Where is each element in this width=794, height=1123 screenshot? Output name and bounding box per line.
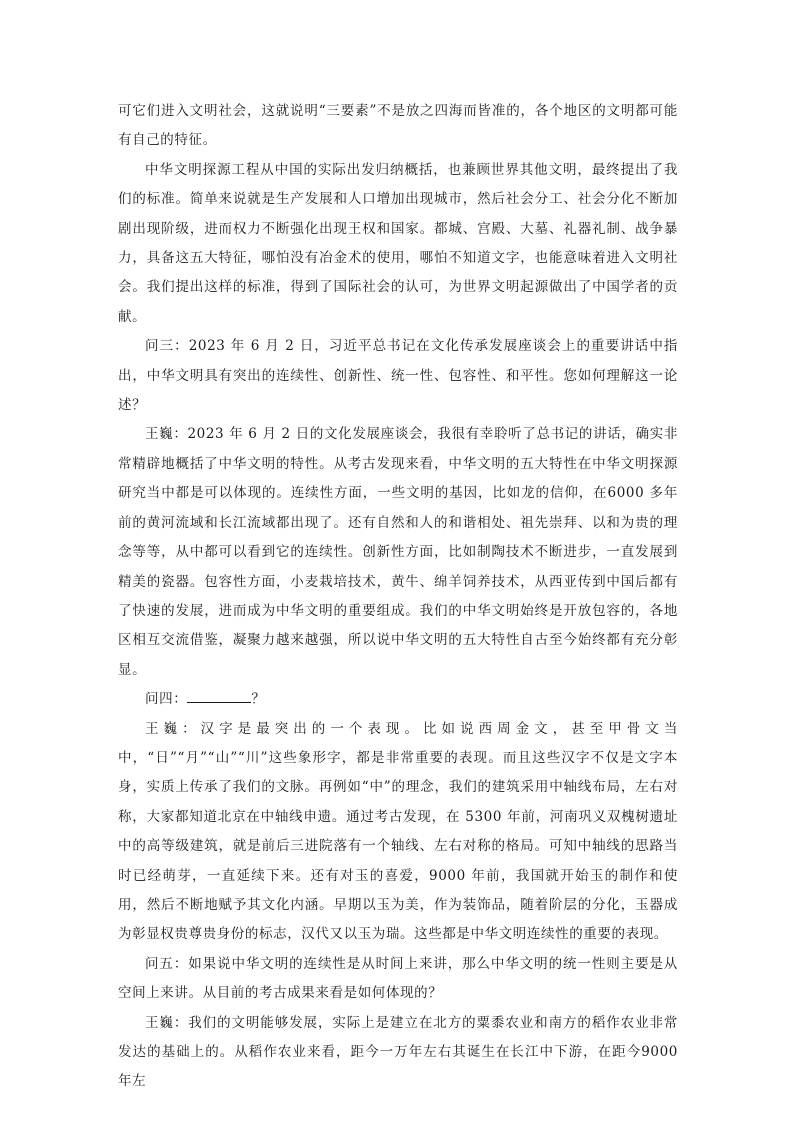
paragraph-1: 可它们进入文明社会，这就说明“三要素”不是放之四海而皆准的，各个地区的文明都可能有自己的特征。 (118, 103, 678, 149)
question-4 (118, 685, 678, 714)
answer-4: 王巍：汉字是最突出的一个表现。比如说西周金文，甚至甲骨文当中，“日”“月”“山”“川”这些象形字，都是非常重要的表现。而且这些汉字不仅是文字本身，实质上传承了我们的文脉。再例如“中”的理念，我们的建筑采用中轴线布局，左右对称，大家都知道北京在中轴线申遗。通过考古发现，在 5300 年前，河南巩义双槐树遗址中的高等级建筑，就是前后三进院落有一个轴线、左右对称的格局。可知中轴线的思路当时已经萌芽，一直延续下来。还有对玉的喜爱，9000 年前，我国就开始玉的制作和使用，然后不断地赋予其文化内涵。早期以玉为美，作为装饰品，随着阶层的分化，玉器成为彰显权贵尊贵身份的标志，汉代又以玉为瑞。这些都是中华文明连续性的重要的表现。 (118, 720, 678, 943)
question-3: 问三：2023 年 6 月 2 日，习近平总书记在文化传承发展座谈会上的重要讲话中指出，中华文明具有突出的连续性、创新性、统一性、包容性、和平性。您如何理解这一论述？ (118, 338, 678, 414)
fill-in-blank[interactable] (187, 688, 251, 703)
question-5: 问五：如果说中华文明的连续性是从时间上来讲，那么中华文明的统一性则主要是从空间上来讲。从目前的考古成果来看是如何体现的？ (118, 955, 678, 1002)
document-page (118, 97, 678, 1097)
question-4-label: 问四： (145, 691, 188, 708)
question-4-mark: ？ (251, 691, 266, 708)
answer-3: 王巍：2023 年 6 月 2 日的文化发展座谈会，我很有幸聆听了总书记的讲话，确实非常精辟地概括了中华文明的特性。从考古发现来看，中华文明的五大特性在中华文明探源研究当中都是可以体现的。连续性方面，一些文明的基因，比如龙的信仰，在6000 多年前的黄河流域和长江流域都出现了。还有自然和人的和谐相处、祖先崇拜、以和为贵的理念等等，从中都可以看到它的连续性。创新性方面，比如制陶技术不断进步，一直发展到精美的瓷器。包容性方面，小麦栽培技术，黄牛、绵羊饲养技术，从西亚传到中国后都有了快速的发展，进而成为中华文明的重要组成。我们的中华文明始终是开放包容的，各地区相互交流借鉴，凝聚力越来越强，所以说中华文明的五大特性自古至今始终都有充分彰显。 (118, 426, 678, 678)
paragraph-2: 中华文明探源工程从中国的实际出发归纳概括，也兼顾世界其他文明，最终提出了我们的标准。简单来说就是生产发展和人口增加出现城市，然后社会分工、社会分化不断加剧出现阶级，进而权力不断强化出现王权和国家。都城、宫殿、大墓、礼器礼制、战争暴力，具备这五大特征，哪怕没有冶金术的使用，哪怕不知道文字，也能意味着进入文明社会。我们提出这样的标准，得到了国际社会的认可，为世界文明起源做出了中国学者的贡献。 (118, 161, 678, 325)
answer-5: 王巍：我们的文明能够发展，实际上是建立在北方的粟黍农业和南方的稻作农业非常发达的基础上的。从稻作农业来看，距今一万年左右其诞生在长江中下游，在距今9000 年左 (118, 1014, 678, 1090)
